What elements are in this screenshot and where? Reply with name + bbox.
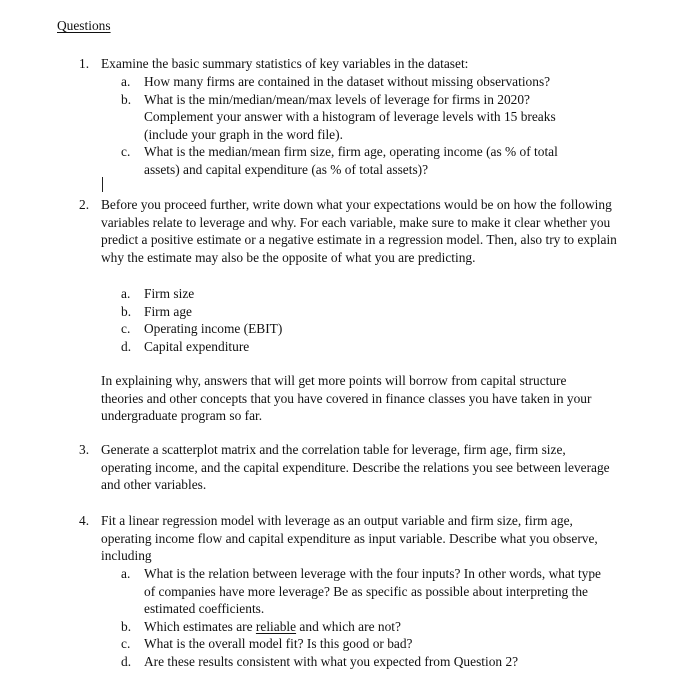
list-item: c. Operating income (EBIT) [121, 321, 283, 337]
question-2-note: In explaining why, answers that will get more points will borrow from capital structure theories and other concepts that you have covered in finance classes you have taken in your undergraduate program so far. [101, 373, 592, 424]
list-item: a. Firm size [121, 286, 195, 301]
page-heading: Questions [57, 18, 111, 33]
question-number: 3. [79, 442, 90, 457]
underlined-word: reliable [255, 618, 297, 634]
question-4-items [121, 565, 611, 671]
question-text: Generate a scatterplot matrix and the correlation table for leverage, firm age, firm size, operating income, and the capital expenditure. Describe the relations you see between leverage and other variables. [101, 442, 610, 493]
question-text: Before you proceed further, write down what your expectations would be on how the following variables relate to leverage and why. For each variable, make sure to make it clear whether you predict a positive estimate or a negative estimate in a regression model. Then, also try to explain why the estimate may also be the opposite of what you are predicting. [101, 197, 617, 265]
list-item: b. Which estimates are reliable and which are not? [121, 618, 401, 634]
list-item: d. Capital expenditure [121, 338, 250, 354]
question-2-items [121, 285, 421, 355]
list-item: c. What is the median/mean firm size, firm age, operating income (as % of total assets) and capital expenditure (as % of total assets)? [121, 144, 558, 177]
list-item: b. Firm age [121, 303, 192, 319]
list-item: a. What is the relation between leverage with the four inputs? In other words, what type of companies have more leverage? Be as specific as possible about interpreting the estimated coefficients. [121, 566, 601, 617]
list-item: d. Are these results consistent with what you expected from Question 2? [121, 653, 519, 669]
question-number: 1. [79, 56, 90, 71]
question-number: 2. [79, 197, 90, 212]
question-text: Fit a linear regression model with leverage as an output variable and firm size, firm age, operating income flow and capital expenditure as input variable. Describe what you observe, including [101, 513, 598, 564]
text-cursor [102, 177, 103, 192]
question-1-items [121, 73, 601, 179]
question-text: Examine the basic summary statistics of key variables in the dataset: [101, 56, 469, 71]
list-item: b. What is the min/median/mean/max levels of leverage for firms in 2020? Complement your answer with a histogram of leverage levels with 15 breaks (include your graph in the word file). [121, 91, 556, 142]
list-item: a. How many firms are contained in the dataset without missing observations? [121, 74, 551, 89]
question-number: 4. [79, 513, 90, 528]
list-item: c. What is the overall model fit? Is this good or bad? [121, 636, 413, 652]
